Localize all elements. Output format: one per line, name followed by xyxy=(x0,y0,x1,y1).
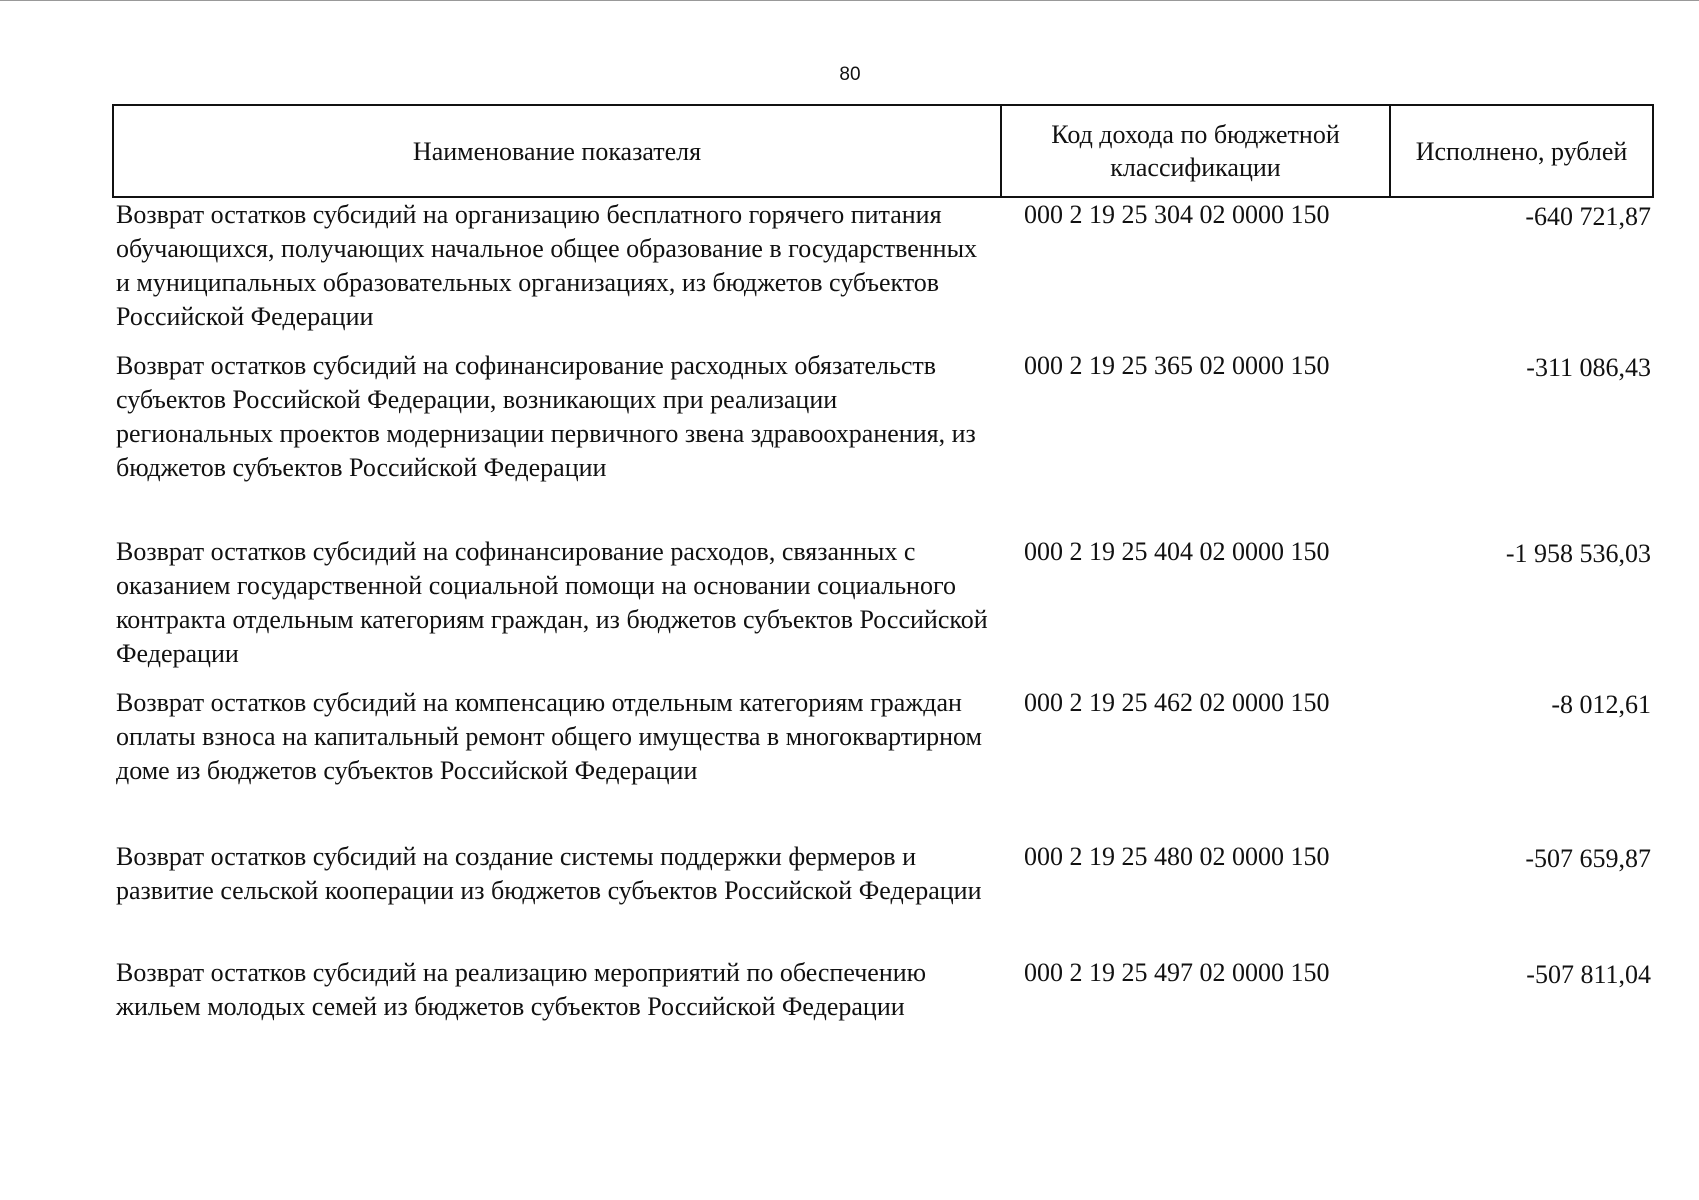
row-amount: -640 721,87 xyxy=(1525,202,1651,231)
row-name: Возврат остатков субсидий на софинансирование расходов, связанных с оказанием государственной социальной помощи на основании социального контракта отдельным категориям граждан, из бюджетов субъектов Российской Федерации xyxy=(116,537,988,668)
header-amount-column: Исполнено, рублей xyxy=(1415,136,1628,166)
row-code: 000 2 19 25 304 02 0000 150 xyxy=(1024,200,1330,229)
row-name: Возврат остатков субсидий на софинансирование расходных обязательств субъектов Российской Федерации, возникающих при реализации региональных проектов модернизации первичного звена здравоохранения, из бюджетов субъектов Российской Федерации xyxy=(116,351,976,482)
row-name: Возврат остатков субсидий на реализацию мероприятий по обеспечению жильем молодых семей из бюджетов субъектов Российской Федерации xyxy=(116,958,927,1021)
table-header xyxy=(112,104,1654,198)
row-amount: -507 811,04 xyxy=(1526,960,1651,989)
page-number: 80 xyxy=(839,64,861,85)
row-name: Возврат остатков субсидий на создание системы поддержки фермеров и развитие сельской кооперации из бюджетов субъектов Российской Федерации xyxy=(116,842,982,905)
row-amount: -311 086,43 xyxy=(1526,353,1651,382)
row-code: 000 2 19 25 480 02 0000 150 xyxy=(1024,842,1330,871)
row-code: 000 2 19 25 365 02 0000 150 xyxy=(1024,351,1330,380)
header-name-column: Наименование показателя xyxy=(114,106,1002,196)
page-top-edge xyxy=(0,0,1699,1)
header-code-column: Код дохода по бюджетной классификации xyxy=(1002,106,1391,196)
row-code: 000 2 19 25 404 02 0000 150 xyxy=(1024,537,1330,566)
row-amount: -507 659,87 xyxy=(1525,844,1651,873)
row-name: Возврат остатков субсидий на организацию бесплатного горячего питания обучающихся, получающих начальное общее образование в государственных и муниципальных образовательных организациях, из бюджетов субъектов Российской Федерации xyxy=(116,200,978,331)
row-amount: -1 958 536,03 xyxy=(1505,539,1651,568)
row-code: 000 2 19 25 497 02 0000 150 xyxy=(1024,958,1330,987)
row-amount: -8 012,61 xyxy=(1551,690,1651,719)
row-name: Возврат остатков субсидий на компенсацию отдельным категориям граждан оплаты взноса на капитальный ремонт общего имущества в многоквартирном доме из бюджетов субъектов Российской Федерации xyxy=(116,688,982,785)
row-code: 000 2 19 25 462 02 0000 150 xyxy=(1024,688,1330,717)
